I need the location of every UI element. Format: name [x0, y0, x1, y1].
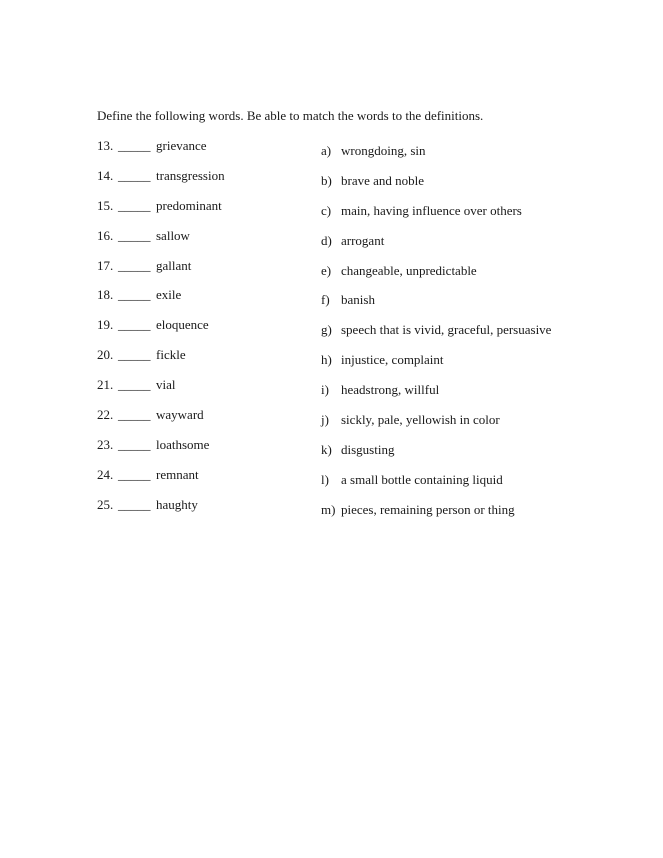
- word-number: 16.: [97, 227, 114, 243]
- word-number: 21.: [97, 377, 114, 393]
- definition-letter: c): [321, 202, 332, 218]
- word-item: [97, 437, 225, 467]
- definition-letter: d): [321, 232, 332, 248]
- definition-letter: h): [321, 352, 332, 368]
- definition-letter: g): [321, 322, 332, 338]
- definition-item: [321, 322, 551, 352]
- word-number: 20.: [97, 347, 114, 363]
- word-term: wayward: [156, 407, 204, 423]
- definition-text: changeable, unpredictable: [341, 262, 477, 278]
- answer-blank[interactable]: _____: [118, 167, 151, 183]
- answer-blank[interactable]: _____: [118, 287, 151, 303]
- word-term: haughty: [156, 496, 198, 512]
- word-number: 18.: [97, 287, 114, 303]
- definition-text: main, having influence over others: [341, 202, 522, 218]
- definition-letter: j): [321, 412, 329, 428]
- answer-blank[interactable]: _____: [118, 257, 151, 273]
- instructions: Define the following words. Be able to match the words to the definitions.: [97, 108, 484, 123]
- word-term: sallow: [156, 227, 190, 243]
- word-number: 13.: [97, 138, 114, 153]
- word-item: [97, 168, 225, 198]
- word-term: loathsome: [156, 436, 210, 452]
- word-term: predominant: [156, 197, 222, 213]
- word-item: [97, 258, 225, 288]
- word-term: vial: [156, 377, 176, 393]
- definition-item: [321, 352, 551, 382]
- definition-item: [321, 442, 551, 472]
- definition-letter: f): [321, 292, 330, 308]
- definition-item: [321, 472, 551, 502]
- definition-letter: a): [321, 143, 332, 158]
- word-item: [97, 138, 225, 168]
- answer-blank[interactable]: _____: [118, 347, 151, 363]
- definition-item: [321, 173, 551, 203]
- word-term: grievance: [156, 138, 207, 153]
- definition-item: [321, 292, 551, 322]
- word-item: [97, 287, 225, 317]
- definition-letter: e): [321, 262, 332, 278]
- word-item: [97, 228, 225, 258]
- word-item: [97, 407, 225, 437]
- word-number: 19.: [97, 317, 114, 333]
- definition-letter: i): [321, 382, 329, 398]
- word-number: 22.: [97, 407, 114, 423]
- word-term: gallant: [156, 257, 192, 273]
- definition-text: a small bottle containing liquid: [341, 471, 503, 487]
- definition-item: [321, 263, 551, 293]
- definition-letter: b): [321, 172, 332, 188]
- answer-blank[interactable]: _____: [118, 138, 151, 153]
- definition-item: [321, 502, 551, 532]
- word-item: [97, 347, 225, 377]
- definition-list: [321, 143, 551, 532]
- definition-text: headstrong, willful: [341, 382, 440, 398]
- answer-blank[interactable]: _____: [118, 466, 151, 482]
- answer-blank[interactable]: _____: [118, 436, 151, 452]
- definition-text: sickly, pale, yellowish in color: [341, 412, 500, 428]
- answer-blank[interactable]: _____: [118, 317, 151, 333]
- word-number: 25.: [97, 496, 114, 512]
- definition-letter: k): [321, 441, 332, 457]
- word-item: [97, 377, 225, 407]
- definition-item: [321, 412, 551, 442]
- word-term: eloquence: [156, 317, 209, 333]
- definition-item: [321, 382, 551, 412]
- word-number: 17.: [97, 257, 114, 273]
- definition-text: disgusting: [341, 441, 395, 457]
- definition-item: [321, 143, 551, 173]
- definition-text: speech that is vivid, graceful, persuasive: [341, 322, 552, 338]
- word-number: 24.: [97, 466, 114, 482]
- definition-text: banish: [341, 292, 375, 308]
- word-number: 23.: [97, 436, 114, 452]
- definition-item: [321, 203, 551, 233]
- word-item: [97, 317, 225, 347]
- definition-letter: l): [321, 471, 329, 487]
- answer-blank[interactable]: _____: [118, 377, 151, 393]
- definition-text: brave and noble: [341, 172, 425, 188]
- definition-item: [321, 233, 551, 263]
- word-item: [97, 497, 225, 527]
- definition-text: arrogant: [341, 232, 385, 248]
- definition-letter: m): [321, 501, 336, 517]
- answer-blank[interactable]: _____: [118, 197, 151, 213]
- word-number: 14.: [97, 167, 114, 183]
- answer-blank[interactable]: _____: [118, 407, 151, 423]
- answer-blank[interactable]: _____: [118, 496, 151, 512]
- definition-text: injustice, complaint: [341, 352, 444, 368]
- word-term: exile: [156, 287, 182, 303]
- answer-blank[interactable]: _____: [118, 227, 151, 243]
- word-number: 15.: [97, 197, 114, 213]
- word-term: fickle: [156, 347, 186, 363]
- word-item: [97, 198, 225, 228]
- word-item: [97, 467, 225, 497]
- word-term: remnant: [156, 466, 199, 482]
- definition-text: pieces, remaining person or thing: [341, 501, 515, 517]
- word-term: transgression: [156, 167, 225, 183]
- word-list: [97, 138, 225, 527]
- definition-text: wrongdoing, sin: [341, 143, 426, 158]
